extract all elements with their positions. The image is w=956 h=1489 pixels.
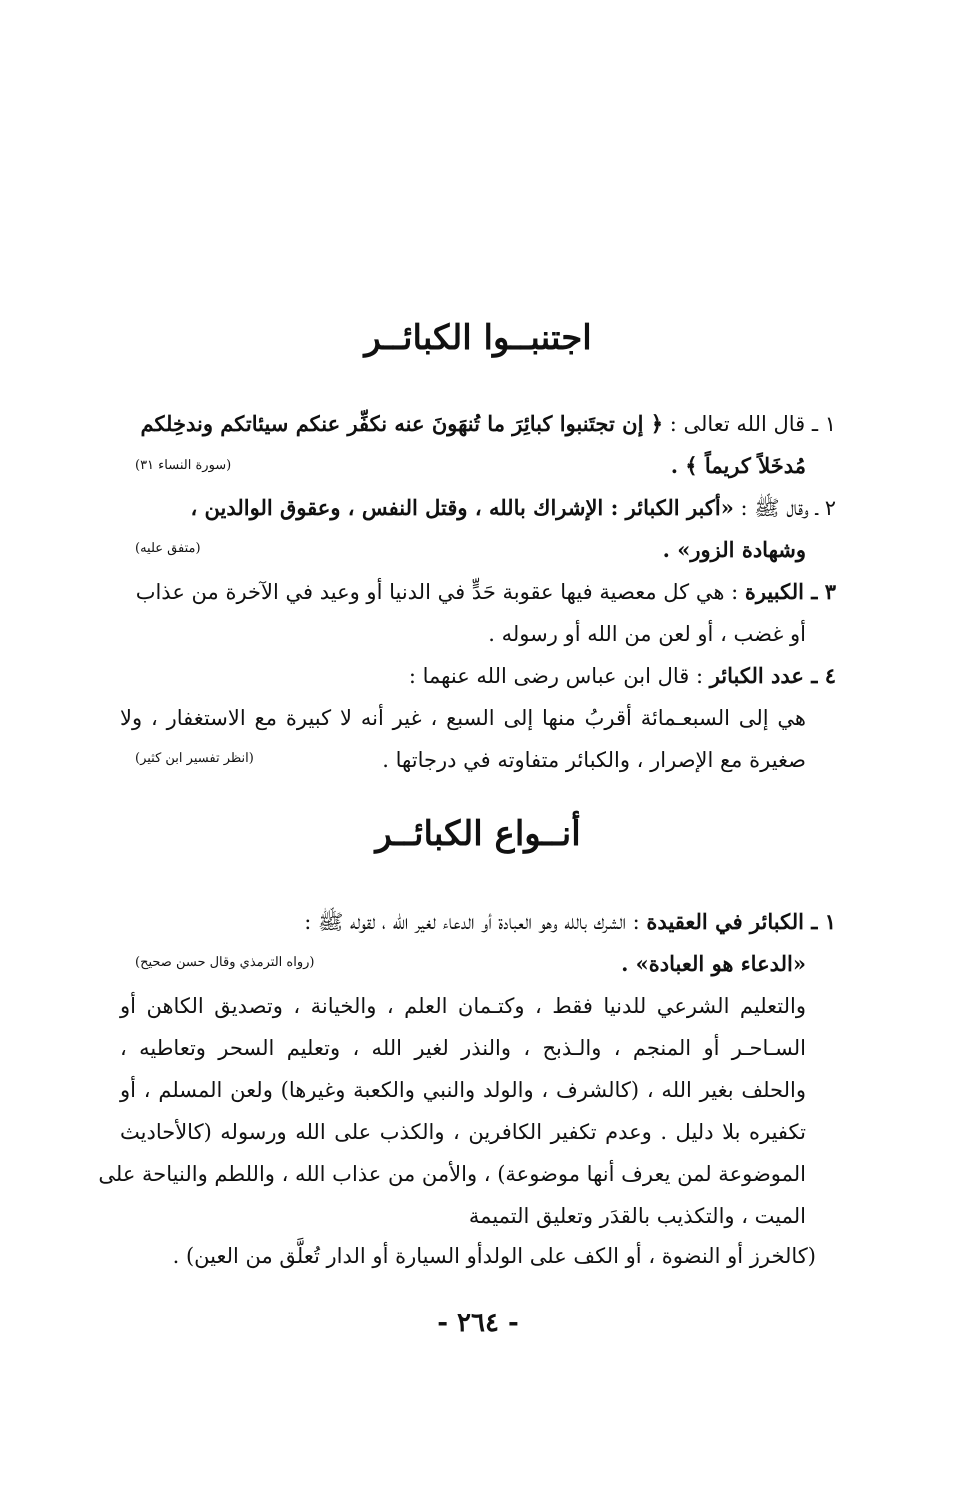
- item-1-line-2: مُدخَلاً كريماً ﴾ .: [670, 453, 806, 478]
- item-2-line-1: [120, 488, 836, 528]
- section2-body-line: والتعليم الشرعي للدنيا فقط ، وكتـمان العلم ، والخيانة ، وتصديق الكاهن أو: [120, 994, 806, 1018]
- section2-body-line: السـاحـر أو المنجم ، والـذبح ، والنذر لغير الله ، وتعليم السحر وتعاطيه ،: [120, 1036, 806, 1060]
- item-2-label: ٢ ـ وقال ﷺ :: [733, 496, 836, 520]
- section2-hadith-note: (رواه الترمذي وقال حسن صحيح): [135, 955, 315, 970]
- item-3-line-1: [120, 572, 836, 612]
- section-title-types-of-major-sins: أنــواع الكبائــر: [375, 814, 581, 854]
- item-4-line-1: [120, 656, 836, 696]
- item-1-line-1: [120, 404, 836, 444]
- item-1-source-note: (سورة النساء ٣١): [135, 458, 232, 473]
- section2-body-line: والحلف بغير الله ، (كالشرف ، والولد والنبي والكعبة وغيرها) ولعن المسلم ، أو: [120, 1078, 806, 1102]
- item-4-line-2: هي إلى السبعـمائة أقربُ منها إلى السبع ، غير أنه لا كبيرة مع الاستغفار ، ولا: [120, 706, 806, 730]
- item-3-label: ٣ ـ الكبيرة: [744, 579, 836, 604]
- section-title-avoid-major-sins: اجتنبــوا الكبائــر: [364, 318, 592, 358]
- item-4-source-note: (انظر تفسير ابن كثير): [135, 751, 254, 766]
- section2-last-line: (كالخرز أو النضوة ، أو الكف على الولدأو السيارة أو الدار تُعلَّق من العين) .: [172, 1244, 816, 1268]
- item-2-line-2: وشهادة الزور» .: [662, 537, 806, 562]
- section2-body-line: الموضوعة لمن يعرف أنها موضوعة) ، والأمن من عذاب الله ، واللطم والنياحة على: [98, 1162, 806, 1186]
- item-2-source-note: (متفق عليه): [135, 541, 201, 556]
- item-4-line-3: صغيرة مع الإصرار ، والكبائر متفاوته في درجاتها .: [382, 748, 806, 772]
- quran-verse: ﴿ إن تجتَنبوا كبائِرَ ما تُنهَونَ عنه نكفِّر عنكم سيئاتكم وندخِلكم: [140, 411, 664, 436]
- section2-hadith: «الدعاء هو العبادة» .: [621, 951, 806, 976]
- item-1-label: ١ ـ قال الله تعالى :: [663, 412, 836, 436]
- item-4-label: ٤ ـ عدد الكبائر: [709, 663, 836, 688]
- item-3-line-2: أو غضب ، أو لعن من الله أو رسوله .: [488, 622, 806, 646]
- page-number: - ٢٦٤ -: [437, 1308, 519, 1338]
- section2-body-line: تكفيره بلا دليل . وعدم تكفير الكافرين ، والكذب على الله ورسوله (كالأحاديث: [120, 1120, 806, 1144]
- item-4-intro: : قال ابن عباس رضى الله عنهما :: [408, 664, 710, 688]
- section2-item-1-text: : الشرك بالله وهو العبادة أو الدعاء لغير الله ، لقوله ﷺ :: [304, 910, 647, 934]
- section2-item-1-line-1: [120, 902, 836, 942]
- hadith-text: «أكبر الكبائر : الإشراك بالله ، وقتل النفس ، وعقوق الوالدين ،: [190, 495, 734, 520]
- section2-body-line: الميت ، والتكذيب بالقدَر وتعليق التميمة: [468, 1204, 806, 1228]
- section2-item-1-label: ١ ـ الكبائر في العقيدة: [646, 909, 836, 934]
- item-3-definition: : هي كل معصية فيها عقوبة حَدٍّ في الدنيا أو وعيد في الآخرة من عذاب: [135, 580, 745, 604]
